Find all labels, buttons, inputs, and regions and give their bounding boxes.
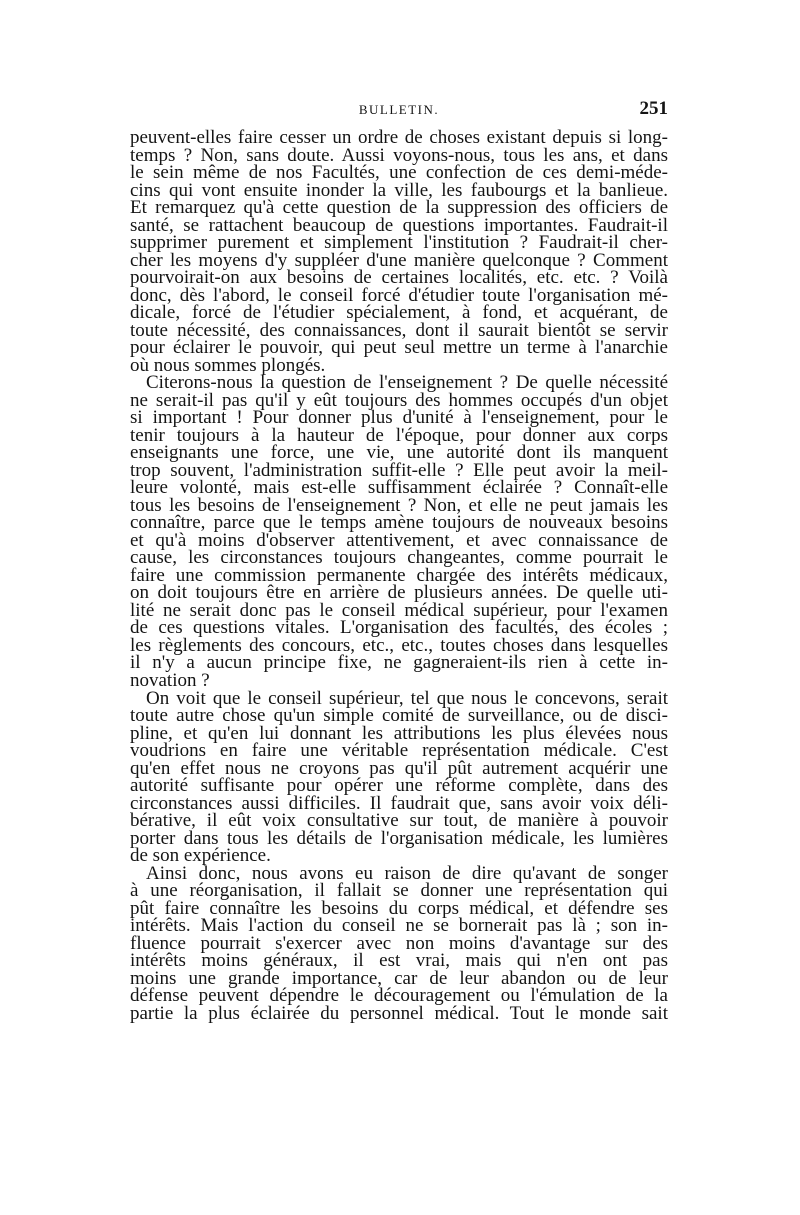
text-line: porter dans tous les détails de l'organisation médicale, les lumières xyxy=(130,827,668,849)
text-line: circonstances aussi difficiles. Il faudrait que, sans avoir voix déli- xyxy=(130,792,668,814)
text-line: connaître, parce que le temps amène toujours de nouveaux besoins xyxy=(130,512,668,534)
text-line: qu'en effet nous ne croyons pas qu'il pût autrement acquérir une xyxy=(130,757,668,779)
paragraph-start-line: Ainsi donc, nous avons eu raison de dire qu'avant de songer xyxy=(146,862,668,884)
body-text xyxy=(130,129,668,1022)
text-line: faire une commission permanente chargée des intérêts médicaux, xyxy=(130,564,668,586)
text-line: toute nécessité, des connaissances, dont il saurait bientôt se servir xyxy=(130,319,668,341)
text-line: intérêts moins généraux, il est vrai, mais qui n'en ont pas xyxy=(130,950,668,972)
paragraph-end-line: novation ? xyxy=(130,669,210,691)
text-line: les règlements des concours, etc., etc., toutes choses dans lesquelles xyxy=(130,634,668,656)
text-line: tous les besoins de l'enseignement ? Non, et elle ne peut jamais les xyxy=(130,494,668,516)
text-line: ne serait-il pas qu'il y eût toujours des hommes occupés d'un objet xyxy=(130,389,668,411)
text-line: voudrions en faire une véritable représentation médicale. C'est xyxy=(130,740,668,762)
text-line: si important ! Pour donner plus d'unité à l'enseignement, pour le xyxy=(130,407,668,429)
paragraph-end-line: où nous sommes plongés. xyxy=(130,354,326,376)
text-line: moins une grande importance, car de leur abandon ou de leur xyxy=(130,967,668,989)
text-line: lité ne serait donc pas le conseil médical supérieur, pour l'examen xyxy=(130,599,668,621)
text-line: de ces questions vitales. L'organisation des facultés, des écoles ; xyxy=(130,617,668,639)
paragraph-start-line: Citerons-nous la question de l'enseignement ? De quelle nécessité xyxy=(146,372,668,394)
text-line: Et remarquez qu'à cette question de la suppression des officiers de xyxy=(130,197,668,219)
running-head: BULLETIN. xyxy=(358,102,440,117)
text-line: fluence pourrait s'exercer avec non moins d'avantage sur des xyxy=(130,932,668,954)
text-line: intérêts. Mais l'action du conseil ne se bornerait pas là ; son in- xyxy=(130,915,668,937)
paragraph-end-line: de son expérience. xyxy=(130,845,271,867)
text-line: défense peuvent dépendre le découragement ou l'émulation de la xyxy=(130,985,668,1007)
text-line: à une réorganisation, il fallait se donner une représentation qui xyxy=(130,880,668,902)
text-line: cause, les circonstances toujours changeantes, comme pourrait le xyxy=(130,547,668,569)
text-line: santé, se rattachent beaucoup de questions importantes. Faudrait-il xyxy=(130,214,668,236)
text-line: pourvoirait-on aux besoins de certaines localités, etc. etc. ? Voilà xyxy=(130,267,668,289)
text-line: il n'y a aucun principe fixe, ne gagneraient-ils rien à cette in- xyxy=(130,652,668,674)
page-header xyxy=(130,98,668,128)
text-line: dicale, forcé de l'étudier spécialement, à fond, et acquérant, de xyxy=(130,302,668,324)
text-line: autorité suffisante pour opérer une réforme complète, dans des xyxy=(130,775,668,797)
text-line: on doit toujours être en arrière de plusieurs années. De quelle uti- xyxy=(130,582,668,604)
text-line: peuvent-elles faire cesser un ordre de choses existant depuis si long- xyxy=(130,127,668,148)
text-line: trop souvent, l'administration suffit-elle ? Elle peut avoir la meil- xyxy=(130,459,668,481)
paragraph-start-line: On voit que le conseil supérieur, tel que nous le concevons, serait xyxy=(146,687,668,709)
text-line: pline, et qu'en lui donnant les attributions les plus élevées nous xyxy=(130,722,668,744)
text-line: bérative, il eût voix consultative sur tout, de manière à pouvoir xyxy=(130,810,668,832)
text-line: tenir toujours à la hauteur de l'époque, pour donner aux corps xyxy=(130,424,668,446)
text-line: le sein même de nos Facultés, une confection de ces demi-méde- xyxy=(130,162,668,184)
text-line: enseignants une force, une vie, une autorité dont ils manquent xyxy=(130,442,668,464)
text-line: cins qui vont ensuite inonder la ville, les faubourgs et la banlieue. xyxy=(130,179,668,201)
text-line: cher les moyens d'y suppléer d'une manière quelconque ? Comment xyxy=(130,249,668,271)
text-line: toute autre chose qu'un simple comité de surveillance, ou de disci- xyxy=(130,705,668,727)
text-line: donc, dès l'abord, le conseil forcé d'étudier toute l'organisation mé- xyxy=(130,284,668,306)
text-line: temps ? Non, sans doute. Aussi voyons-nous, tous les ans, et dans xyxy=(130,144,668,166)
text-line: partie la plus éclairée du personnel médical. Tout le monde sait xyxy=(130,1002,668,1024)
text-line: et qu'à moins d'observer attentivement, et avec connaissance de xyxy=(130,529,668,551)
text-line: pour éclairer le pouvoir, qui peut seul mettre un terme à l'anarchie xyxy=(130,337,668,359)
text-line: pût faire connaître les besoins du corps médical, et défendre ses xyxy=(130,897,668,919)
page-number: 251 xyxy=(639,98,668,119)
text-line: supprimer purement et simplement l'institution ? Faudrait-il cher- xyxy=(130,232,668,254)
text-line: leure volonté, mais est-elle suffisamment éclairée ? Connaît-elle xyxy=(130,477,668,499)
